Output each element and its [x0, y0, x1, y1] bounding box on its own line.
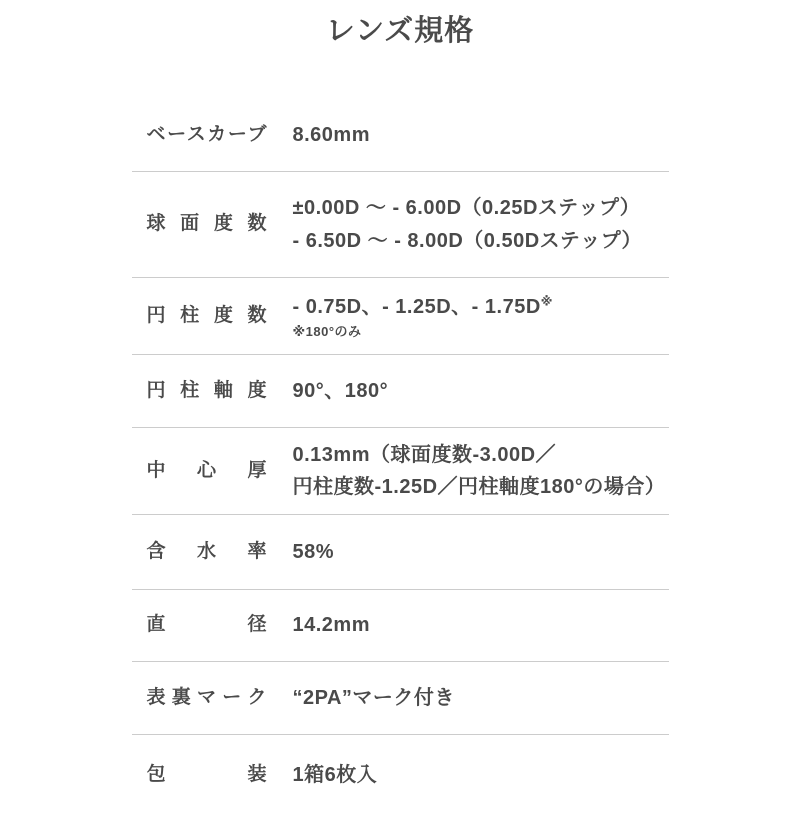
- spec-value-base-curve: 8.60mm: [292, 124, 370, 147]
- spec-label-diameter: 直径: [146, 614, 267, 636]
- spec-row-front-back-mark: [132, 662, 669, 735]
- spec-label-spherical-power: 球面度数: [146, 213, 267, 235]
- spec-label-center-thickness: 中心厚: [146, 459, 267, 481]
- spec-row-cylindrical-power: [132, 278, 669, 355]
- spec-value-center-thickness: [293, 439, 666, 504]
- spec-row-center-thickness: [132, 428, 669, 515]
- spec-row-cylinder-axis: [132, 355, 669, 428]
- spec-value-spherical-power: [293, 192, 642, 257]
- spec-value-line-2: 円柱度数-1.25D／円柱軸度180°の場合）: [292, 476, 666, 498]
- spec-label-water-content: 含水率: [146, 540, 267, 562]
- lens-spec-table: [132, 100, 669, 815]
- spec-row-packaging: [132, 735, 669, 815]
- reference-mark: ※: [540, 294, 553, 309]
- spec-row-water-content: [132, 515, 669, 590]
- spec-footnote: ※180°のみ: [292, 324, 362, 340]
- spec-value-water-content: 58%: [292, 540, 335, 563]
- spec-value-front-back-mark: “2PA”マーク付き: [292, 686, 455, 709]
- spec-value-packaging: 1箱6枚入: [292, 763, 378, 786]
- spec-row-base-curve: [132, 100, 669, 172]
- spec-label-base-curve: ベースカーブ: [146, 124, 267, 146]
- spec-value-line-1: ±0.00D ～ - 6.00D（0.25Dステップ）: [292, 197, 641, 220]
- spec-value-cylinder-axis: 90°、180°: [292, 379, 389, 402]
- spec-label-cylinder-axis: 円柱軸度: [146, 379, 267, 401]
- spec-row-diameter: [132, 590, 669, 662]
- spec-value-line-1: 0.13mm（球面度数-3.00D／: [292, 443, 557, 466]
- spec-label-front-back-mark: 表裏マーク: [146, 686, 267, 708]
- spec-value-main: - 0.75D、- 1.25D、- 1.75D※: [292, 294, 553, 318]
- spec-value-cylindrical-power: [293, 291, 553, 341]
- page-title: レンズ規格: [325, 15, 475, 47]
- spec-row-spherical-power: [132, 172, 669, 278]
- spec-label-cylindrical-power: 円柱度数: [146, 304, 267, 326]
- spec-label-packaging: 包装: [146, 763, 267, 785]
- spec-value-diameter: 14.2mm: [292, 614, 370, 637]
- spec-value-line-2: - 6.50D ～ - 8.00D（0.50Dステップ）: [292, 229, 642, 252]
